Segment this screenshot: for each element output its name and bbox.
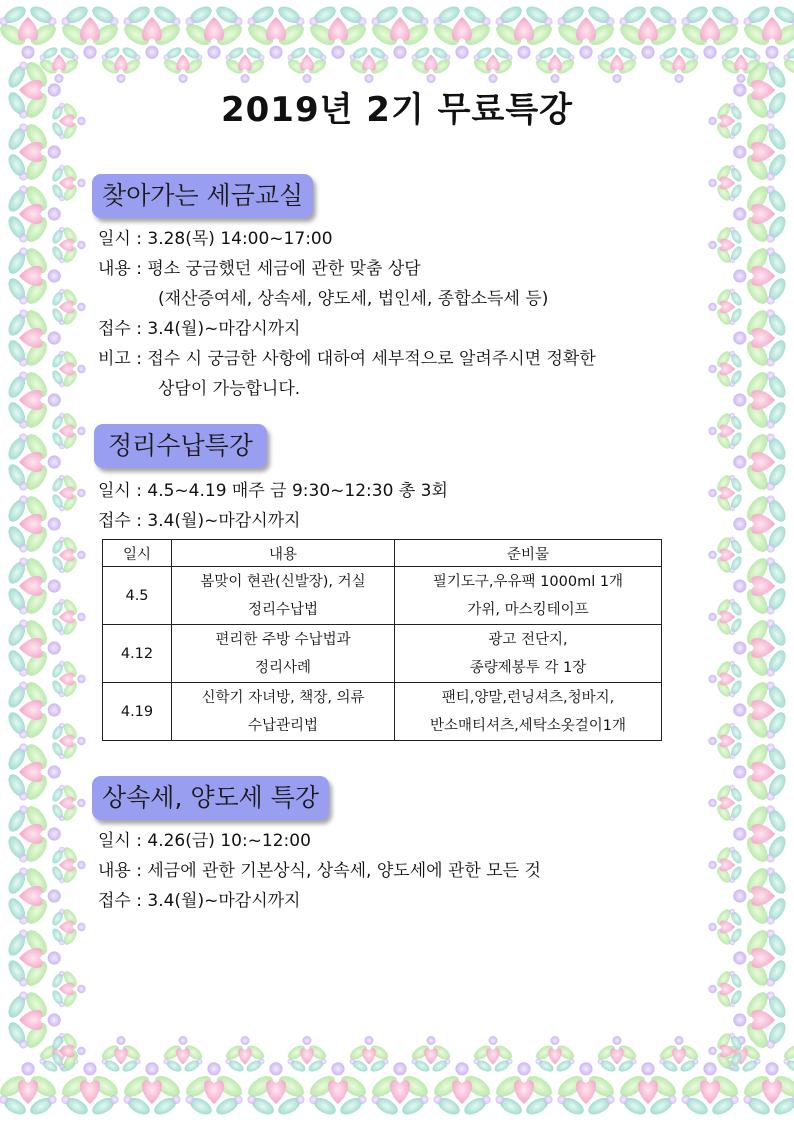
table-cell-materials (395, 683, 662, 741)
table-cell-content (172, 625, 395, 683)
cell-line: 가위, 마스킹테이프 (467, 601, 589, 618)
table-cell-materials (395, 567, 662, 625)
table-cell-date: 4.12 (103, 625, 172, 683)
floral-motif-icon (100, 45, 143, 83)
table-cell-date: 4.19 (103, 683, 172, 741)
tax-class-date: 일시 : 3.28(목) 14:00~17:00 (98, 229, 333, 249)
organizing-date: 일시 : 4.5~4.19 매주 금 9:30~12:30 총 3회 (98, 481, 448, 501)
section-heading-inheritance-tax: 상속세, 양도세 특강 (92, 776, 329, 820)
floral-motif-icon (708, 969, 743, 1009)
floral-motif-icon (162, 45, 205, 83)
floral-motif-icon (733, 802, 789, 865)
floral-motif-icon (534, 45, 577, 83)
cell-line: 광고 전단지, (488, 631, 568, 648)
floral-motif-icon (5, 492, 61, 555)
floral-motif-icon (348, 45, 391, 83)
tax-class-note: 비고 : 접수 시 궁금한 사항에 대하여 세부적으로 알려주시면 정확한 (98, 349, 596, 369)
cell-line: 팬티,양말,런닝셔츠,청바지, (441, 689, 615, 706)
floral-motif-icon (658, 1036, 701, 1074)
floral-motif-icon (733, 864, 789, 927)
floral-motif-icon (708, 349, 743, 389)
floral-motif-icon (708, 163, 743, 203)
floral-motif-icon (5, 306, 61, 369)
inheritance-tax-content: 내용 : 세금에 관한 기본상식, 상속세, 양도세에 관한 모든 것 (98, 861, 541, 881)
table-header-date: 일시 (103, 540, 172, 567)
floral-motif-icon (472, 1036, 515, 1074)
floral-motif-icon (50, 287, 85, 327)
floral-motif-icon (5, 554, 61, 617)
table-header-content: 내용 (172, 540, 395, 567)
floral-motif-icon (5, 430, 61, 493)
table-cell-content (172, 567, 395, 625)
floral-motif-icon (50, 163, 85, 203)
floral-motif-icon (5, 802, 61, 865)
floral-motif-icon (50, 473, 85, 513)
floral-motif-icon (708, 659, 743, 699)
floral-motif-icon (50, 907, 85, 947)
floral-motif-icon (162, 1036, 205, 1074)
floral-motif-icon (708, 597, 743, 637)
cell-line: 반소매티셔츠,세탁소옷걸이1개 (430, 717, 626, 734)
floral-motif-icon (5, 926, 61, 989)
page-title: 2019년 2기 무료특강 (220, 90, 574, 130)
tax-class-content-detail: (재산증여세, 상속세, 양도세, 법인세, 종합소득세 등) (158, 289, 549, 309)
table-cell-content (172, 683, 395, 741)
cell-line: 봄맞이 현관(신발장), 거실 (200, 573, 366, 590)
cell-line: 신학기 자녀방, 책장, 의류 (201, 689, 365, 706)
floral-motif-icon (733, 492, 789, 555)
cell-line: 정리사례 (254, 659, 312, 676)
floral-motif-icon (708, 287, 743, 327)
floral-motif-icon (708, 535, 743, 575)
floral-motif-icon (534, 1036, 577, 1074)
floral-motif-icon (596, 1036, 639, 1074)
floral-motif-icon (348, 1036, 391, 1074)
table-cell-materials (395, 625, 662, 683)
floral-motif-icon (733, 740, 789, 803)
floral-motif-icon (100, 1036, 143, 1074)
floral-motif-icon (708, 845, 743, 885)
floral-motif-icon (733, 368, 789, 431)
table-cell-date: 4.5 (103, 567, 172, 625)
floral-motif-icon (708, 225, 743, 265)
floral-motif-icon (733, 244, 789, 307)
floral-motif-icon (5, 182, 61, 245)
floral-motif-icon (50, 349, 85, 389)
floral-motif-icon (733, 182, 789, 245)
inheritance-tax-date: 일시 : 4.26(금) 10:~12:00 (98, 831, 311, 851)
floral-motif-icon (50, 721, 85, 761)
floral-motif-icon (50, 969, 85, 1009)
inheritance-tax-registration: 접수 : 3.4(월)~마감시까지 (98, 891, 301, 911)
floral-motif-icon (708, 411, 743, 451)
tax-class-content: 내용 : 평소 궁금했던 세금에 관한 맞춤 상담 (98, 259, 421, 279)
floral-motif-icon (5, 740, 61, 803)
floral-motif-icon (782, 1036, 794, 1074)
floral-motif-icon (708, 907, 743, 947)
floral-motif-icon (708, 783, 743, 823)
cell-line: 수납관리법 (247, 717, 319, 734)
floral-motif-icon (50, 597, 85, 637)
floral-motif-icon (5, 616, 61, 679)
section-heading-tax-class: 찾아가는 세금교실 (92, 174, 313, 218)
floral-motif-icon (50, 845, 85, 885)
organizing-schedule-table (102, 539, 662, 741)
cell-line: 필기도구,우유팩 1000ml 1개 (432, 573, 624, 590)
floral-motif-icon (5, 864, 61, 927)
tax-class-registration: 접수 : 3.4(월)~마감시까지 (98, 319, 301, 339)
cell-line: 종량제봉투 각 1장 (469, 659, 587, 676)
floral-motif-icon (5, 988, 61, 1051)
floral-motif-icon (410, 45, 453, 83)
floral-motif-icon (708, 473, 743, 513)
floral-motif-icon (733, 306, 789, 369)
floral-motif-icon (733, 616, 789, 679)
floral-motif-icon (5, 368, 61, 431)
floral-motif-icon (658, 45, 701, 83)
floral-motif-icon (5, 244, 61, 307)
floral-motif-icon (50, 225, 85, 265)
floral-motif-icon (50, 535, 85, 575)
section-heading-organizing: 정리수납특강 (94, 424, 267, 468)
floral-motif-icon (733, 678, 789, 741)
cell-line: 정리수납법 (247, 601, 319, 618)
table-row (103, 625, 662, 683)
floral-motif-icon (286, 45, 329, 83)
tax-class-note-cont: 상담이 가능합니다. (158, 379, 301, 399)
floral-motif-icon (50, 659, 85, 699)
floral-motif-icon (733, 554, 789, 617)
cell-line: 편리한 주방 수납법과 (215, 631, 351, 648)
table-header-materials: 준비물 (395, 540, 662, 567)
floral-motif-icon (733, 430, 789, 493)
table-header-row (103, 540, 662, 567)
floral-motif-icon (286, 1036, 329, 1074)
floral-motif-icon (410, 1036, 453, 1074)
floral-motif-icon (472, 45, 515, 83)
organizing-registration: 접수 : 3.4(월)~마감시까지 (98, 511, 301, 531)
floral-motif-icon (708, 721, 743, 761)
floral-motif-icon (224, 1036, 267, 1074)
floral-motif-icon (224, 45, 267, 83)
table-row (103, 567, 662, 625)
floral-motif-icon (50, 411, 85, 451)
floral-motif-icon (50, 783, 85, 823)
table-row (103, 683, 662, 741)
floral-motif-icon (5, 678, 61, 741)
floral-motif-icon (733, 926, 789, 989)
floral-motif-icon (596, 45, 639, 83)
